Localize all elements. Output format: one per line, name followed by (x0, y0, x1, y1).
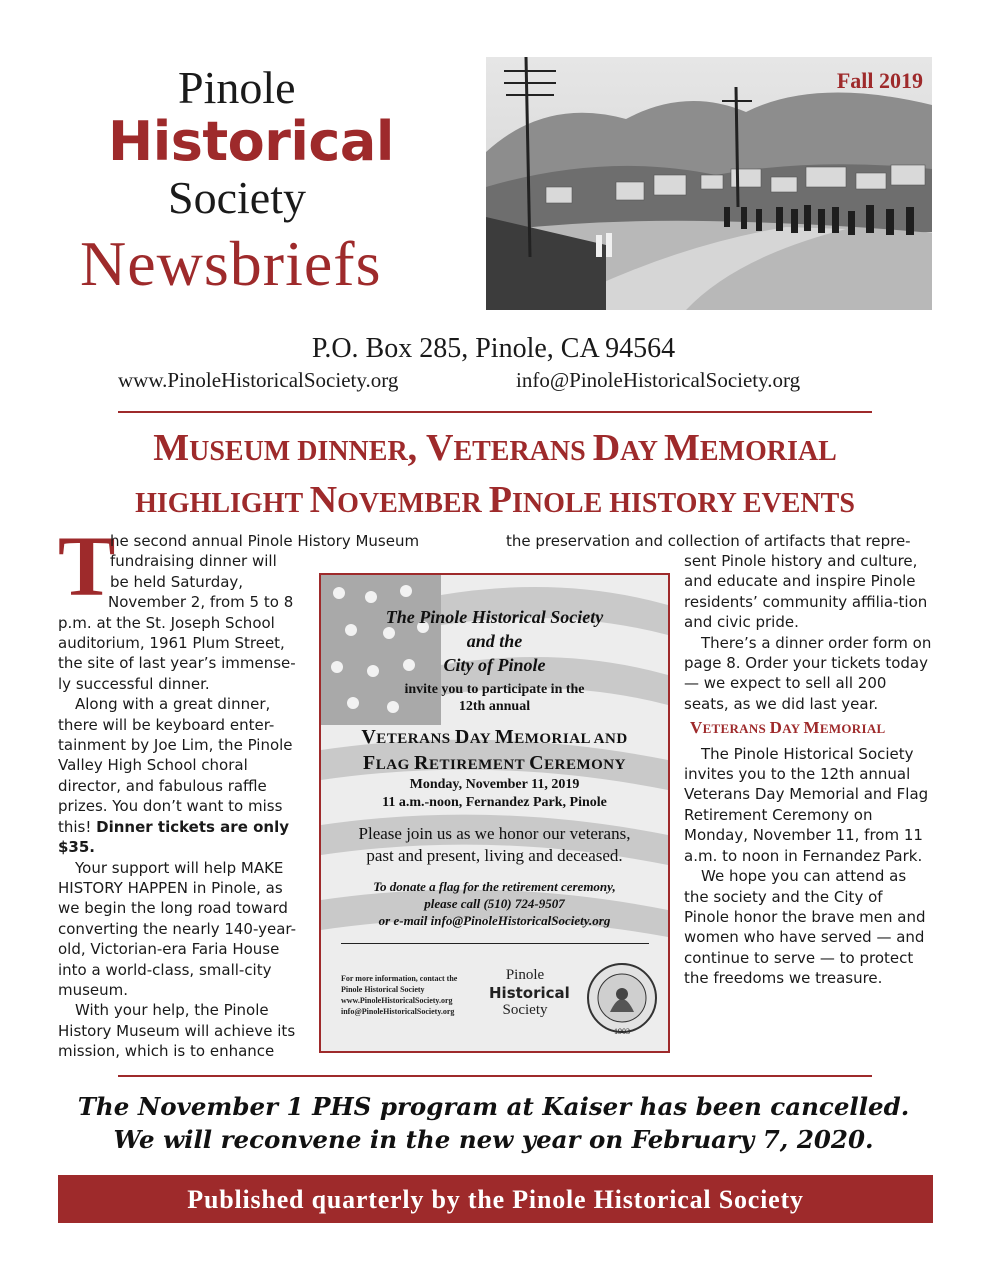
headline-line-1: MUSEUM DINNER, VETERANS DAY MEMORIAL (153, 427, 837, 469)
cancellation-notice: The November 1 PHS program at Kaiser has been cancelled. We will reconvene in the new year on February 7, 2020. (77, 1092, 910, 1154)
society-logo: Pinole Historical Society (489, 967, 570, 1018)
subheading-veterans-day: VETERANS DAY MEMORIAL (690, 718, 886, 738)
flyer-join: Please join us as we honor our veterans, past and present, living and deceased. (358, 824, 631, 865)
drop-cap: T (58, 518, 116, 614)
article-line: he second annual Pinole History Museum (110, 532, 420, 550)
newsletter-title: Newsbriefs (80, 228, 382, 299)
article-paragraph: We hope you can attend as the society and the City of Pinole honor the brave men and women who have served — and continue to serve — to protect the freedoms we treasure. (684, 867, 926, 988)
headline (90, 424, 900, 528)
headline-line-2: HIGHLIGHT NOVEMBER PINOLE HISTORY EVENTS (135, 479, 855, 521)
article-line: fundraising dinner will (110, 552, 277, 571)
footer-banner: Published quarterly by the Pinole Historical Society (58, 1175, 933, 1223)
svg-text:1903: 1903 (614, 1027, 630, 1036)
historic-parade-photo (486, 57, 932, 310)
masthead-historical: Historical (108, 110, 394, 173)
divider (118, 1075, 872, 1077)
ticket-price: Dinner tickets are only $35. (58, 817, 289, 857)
event-flyer (319, 573, 670, 1053)
article-paragraph: With your help, the Pinole History Museum will achieve its mission, which is to enhance (58, 1001, 296, 1061)
flyer-invite: invite you to participate in the 12th annual (404, 682, 585, 714)
flyer-divider (341, 943, 649, 944)
flyer-donate: To donate a flag for the retirement ceremony, please call (510) 724-9507 or e-mail info@PinoleHistoricalSociety.org (373, 879, 616, 928)
website-link[interactable]: www.PinoleHistoricalSociety.org (118, 368, 399, 392)
masthead-pinole: Pinole (178, 62, 296, 113)
article-paragraph: Your support will help MAKE HISTORY HAPPEN in Pinole, as we begin the long road toward converting the nearly 140-year-old, Victorian-era Faria House into a world-class, small-city museum. (58, 858, 297, 999)
article-paragraph: p.m. at the St. Joseph School auditorium, 1961 Plum Street, the site of last year’s immense-ly successful dinner. (58, 613, 296, 693)
flyer-contact: For more information, contact the Pinole Historical Society www.PinoleHistoricalSociety.org info@PinoleHistoricalSociety.org (341, 974, 458, 1016)
article-paragraph: The Pinole Historical Society invites you to the 12th annual Veterans Day Memorial and Flag Retirement Ceremony on Monday, November 11, from 11 a.m. to noon in Fernandez Park. (684, 744, 929, 865)
article-line: be held Saturday, (110, 572, 244, 591)
article-paragraph: sent Pinole history and culture, and educate and inspire Pinole residents’ community affilia-tion and civic pride. (684, 552, 928, 632)
divider (118, 411, 872, 413)
postal-address: P.O. Box 285, Pinole, CA 94564 (311, 333, 676, 364)
city-seal-icon (585, 956, 659, 1040)
masthead-society: Society (168, 172, 306, 223)
article-line: the preservation and collection of artifacts that repre- (506, 532, 911, 550)
article-paragraph: Along with a great dinner, there will be keyboard enter-tainment by Joe Lim, the Pinole Valley High School choral director, and fabulous raffle prizes. You don’t want to miss this! Dinner tickets are only $35. (58, 695, 293, 857)
article-paragraph: There’s a dinner order form on page 8. Order your tickets today — we expect to sell all 200 seats, as we did last year. (684, 633, 932, 713)
email-link[interactable]: info@PinoleHistoricalSociety.org (516, 368, 801, 392)
flyer-hosts: The Pinole Historical Society and the City of Pinole (385, 607, 604, 675)
flyer-date-time: Monday, November 11, 2019 11 a.m.-noon, Fernandez Park, Pinole (382, 777, 607, 810)
article-column-3 (684, 551, 932, 989)
flyer-event-title: VETERANS DAY MEMORIAL AND FLAG RETIREMENT CEREMONY (361, 726, 628, 774)
article-line: November 2, from 5 to 8 (108, 593, 294, 612)
issue-label: Fall 2019 (836, 68, 923, 93)
